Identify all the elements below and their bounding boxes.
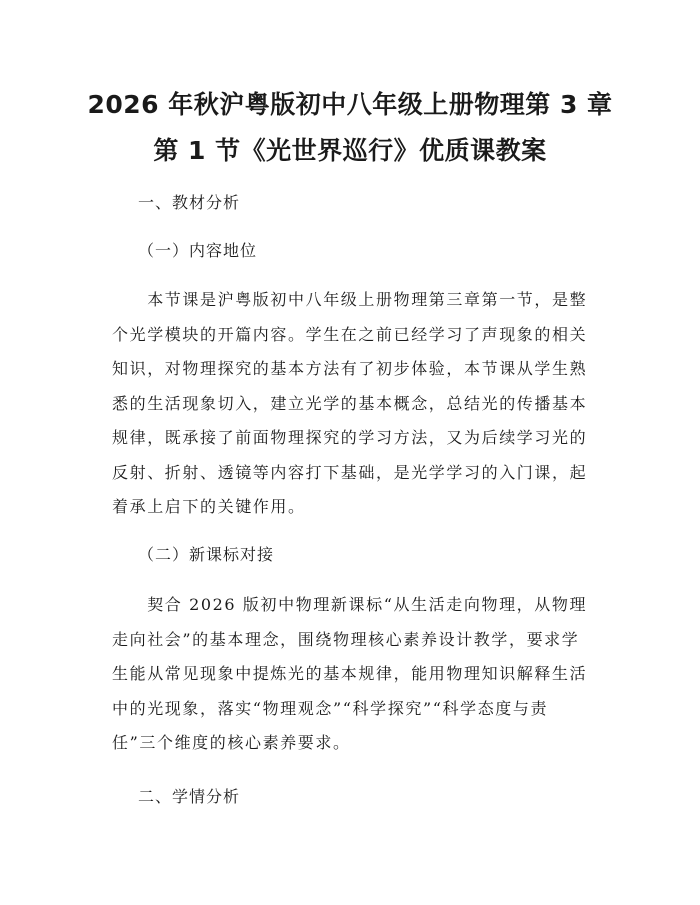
subheading-curriculum-standard: （二）新课标对接 [138, 545, 275, 564]
paragraph-line: 反射、折射、透镜等内容打下基础，是光学学习的入门课，起 [112, 462, 588, 482]
paragraph-line: 个光学模块的开篇内容。学生在之前已经学习了声现象的相关 [112, 324, 588, 344]
paragraph-content-position [112, 283, 592, 525]
paragraph-line: 走向社会”的基本理念，围绕物理核心素养设计教学，要求学 [112, 629, 580, 649]
paragraph-line: 中的光现象，落实“物理观念”“科学探究”“科学态度与责 [112, 698, 549, 718]
paragraph-line: 知识，对物理探究的基本方法有了初步体验，本节课从学生熟 [112, 359, 588, 378]
document-title-line-1: 2026 年秋沪粤版初中八年级上册物理第 3 章 [87, 90, 613, 119]
paragraph-line: 契合 2026 版初中物理新课标“从生活走向物理，从物理 [112, 595, 588, 614]
paragraph-line: 悉的生活现象切入，建立光学的基本概念，总结光的传播基本 [112, 393, 588, 413]
paragraph-line: 本节课是沪粤版初中八年级上册物理第三章第一节，是整 [112, 290, 588, 309]
subheading-content-position: （一）内容地位 [138, 241, 258, 260]
paragraph-line: 着承上启下的关键作用。 [112, 497, 306, 516]
section-heading-textbook-analysis: 一、教材分析 [138, 193, 241, 212]
paragraph-line: 任”三个维度的核心素养要求。 [112, 733, 351, 752]
document-title-line-2: 第 1 节《光世界巡行》优质课教案 [153, 136, 547, 165]
paragraph-line: 生能从常见现象中提炼光的基本规律，能用物理知识解释生活 [112, 664, 588, 683]
section-heading-learner-analysis: 二、学情分析 [138, 787, 241, 806]
paragraph-line: 规律，既承接了前面物理探究的学习方法，又为后续学习光的 [112, 428, 588, 447]
paragraph-curriculum-standard [112, 588, 592, 761]
